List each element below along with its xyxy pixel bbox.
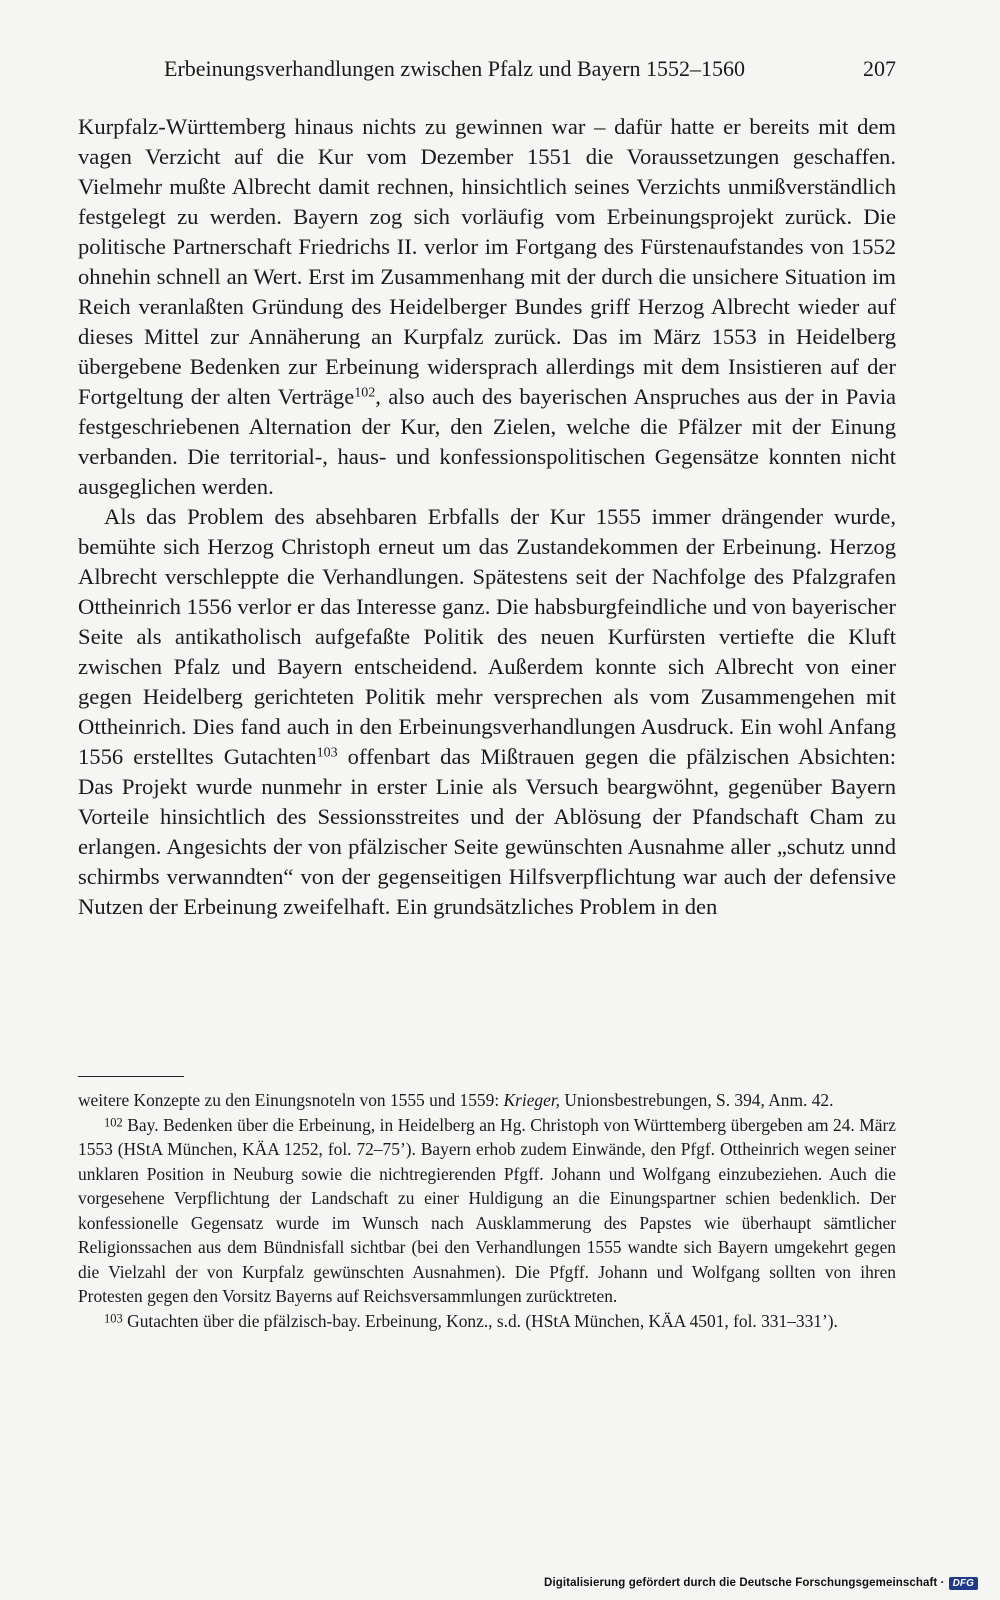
footnote-continued-text-a: weitere Konzepte zu den Einungsnoteln von 1555 und 1559: xyxy=(78,1090,504,1110)
footnote-102-text: Bay. Bedenken über die Erbeinung, in Heidelberg an Hg. Christoph von Württemberg übergeben am 24. März 1553 (HStA München, KÄA 1252, fol. 72–75’). Bayern erhob zudem Einwände, den Pfgf. Ottheinrich wegen seiner unklaren Position in Neuburg sowie die nichtregierenden Pfgff. Johann und Wolfgang einzubeziehen. Auch die vorgesehene Verpflichtung der Landschaft zu einer Huldigung an die Einungspartner schien bedenklich. Der konfessionelle Gegensatz wurde im Wunsch nach Ausklammerung des Papstes wie überhaupt sämtlicher Religionssachen aus dem Bündnisfall sichtbar (bei den Verhandlungen 1555 wandte sich Bayern umgekehrt gegen die Vielzahl der von Kurpfalz gewünschten Ausnahmen). Die Pfgff. Johann und Wolfgang sollten von ihren Protesten gegen den Vorsitz Bayerns auf Reichsversammlungen zurücktreten. xyxy=(78,1114,896,1306)
footnote-author-italic: Krieger, xyxy=(503,1090,561,1110)
paragraph-1 xyxy=(78,112,896,502)
footnote-103-mark: 103 xyxy=(104,1311,123,1326)
digitization-credit xyxy=(544,1572,978,1594)
footnote-103 xyxy=(78,1309,896,1334)
running-title: Erbeinungsverhandlungen zwischen Pfalz und Bayern 1552–1560 xyxy=(164,56,746,81)
footnote-continued xyxy=(78,1088,896,1113)
footnote-separator xyxy=(78,1076,184,1077)
footnote-102 xyxy=(78,1113,896,1309)
footnote-continued-text-b: Unionsbestrebungen, S. 394, Anm. 42. xyxy=(560,1090,834,1110)
page-number: 207 xyxy=(863,56,896,81)
dfg-logo: DFG xyxy=(949,1577,978,1590)
footnote-102-mark: 102 xyxy=(104,1115,123,1130)
footnote-ref-102: 102 xyxy=(354,385,376,401)
footnotes xyxy=(78,1088,896,1333)
paragraph-1-text-b: , also auch des bayerischen Anspruches aus der in Pavia festgeschriebenen Alternation der Kur, den Zielen, welche die Pfälzer mit der Einung verbanden. Die territorial-, haus- und konfessionspolitischen Gegensätze konnten nicht ausgeglichen werden. xyxy=(78,384,897,499)
footnote-103-text: Gutachten über die pfälzisch-bay. Erbeinung, Konz., s.d. (HStA München, KÄA 4501, fol. 331–331’). xyxy=(122,1310,838,1331)
paragraph-2-text-a: Als das Problem des absehbaren Erbfalls der Kur 1555 immer drängender wurde, bemühte sich Herzog Christoph erneut um das Zustandekommen der Erbeinung. Herzog Albrecht verschleppte die Verhandlungen. Spätestens seit der Nachfolge des Pfalzgrafen Ottheinrich 1556 verlor er das Interesse ganz. Die habsburgfeindliche und von bayerischer Seite als antikatholisch aufgefaßte Politik des neuen Kurfürsten vertiefte die Kluft zwischen Pfalz und Bayern entscheidend. Außerdem konnte sich Albrecht von einer gegen Heidelberg gerichteten Politik mehr versprechen als vom Zusammengehen mit Ottheinrich. Dies fand auch in den Erbeinungsverhandlungen Ausdruck. Ein wohl Anfang 1556 erstelltes Gutachten xyxy=(78,504,896,769)
footnote-ref-103: 103 xyxy=(316,745,338,761)
running-header xyxy=(78,52,896,86)
paragraph-1-text-a: Kurpfalz-Württemberg hinaus nichts zu gewinnen war – dafür hatte er bereits mit dem vagen Verzicht auf die Kur vom Dezember 1551 die Voraussetzungen geschaffen. Vielmehr mußte Albrecht damit rechnen, hinsichtlich seines Verzichts unmißverständlich festgelegt zu werden. Bayern zog sich vorläufig vom Erbeinungsprojekt zurück. Die politische Partnerschaft Friedrichs II. verlor im Fortgang des Fürstenaufstandes von 1552 ohnehin schnell an Wert. Erst im Zusammenhang mit der durch die unsichere Situation im Reich veranlaßten Gründung des Heidelberger Bundes griff Herzog Albrecht wieder auf dieses Mittel zur Annäherung an Kurpfalz zurück. Das im März 1553 in Heidelberg übergebene Bedenken zur Erbeinung widersprach allerdings mit dem Insistieren auf der Fortgeltung der alten Verträge xyxy=(78,114,896,409)
main-text xyxy=(78,112,896,922)
paragraph-2-text-b: offenbart das Mißtrauen gegen die pfälzischen Absichten: Das Projekt wurde nunmehr in erster Linie als Versuch beargwöhnt, gegenüber Bayern Vorteile hinsichtlich des Sessionsstreites und der Ablösung der Pfandschaft Cham zu erlangen. Angesichts der von pfälzischer Seite gewünschten Ausnahme aller „schutz unnd schirmbs verwanndten“ von der gegenseitigen Hilfsverpflichtung war auch der defensive Nutzen der Erbeinung zweifelhaft. Ein grundsätzliches Problem in den xyxy=(78,744,896,919)
credit-text: Digitalisierung gefördert durch die Deutsche Forschungsgemeinschaft · xyxy=(544,1577,945,1589)
paragraph-2 xyxy=(78,502,896,922)
